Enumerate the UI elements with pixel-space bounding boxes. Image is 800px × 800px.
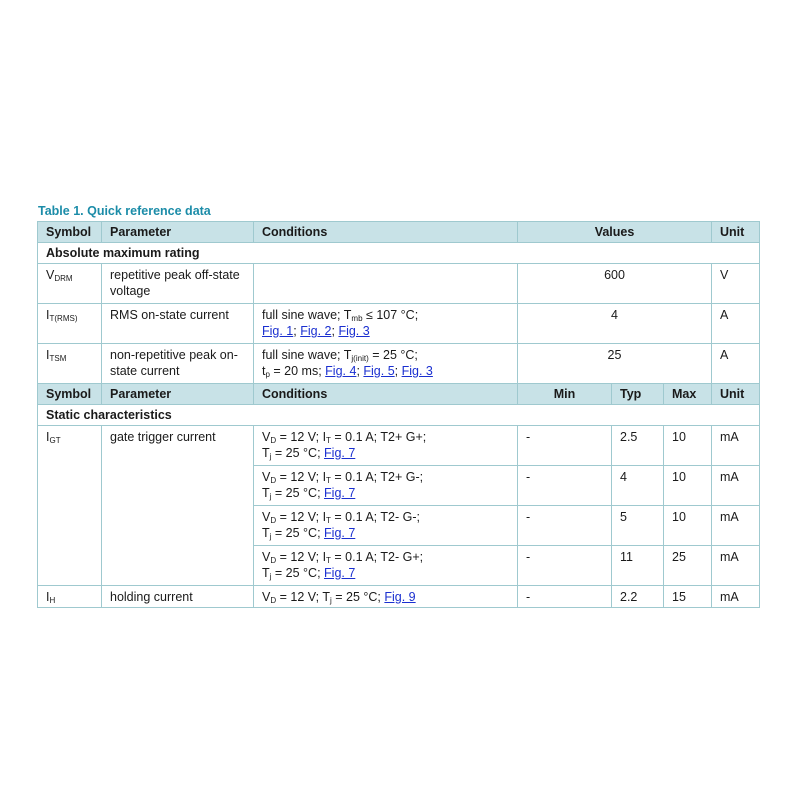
table-row	[38, 304, 760, 344]
section-row-static	[38, 405, 760, 426]
max-cell: 15	[664, 586, 712, 608]
parameter-cell: repetitive peak off-state voltage	[102, 264, 254, 304]
typ-cell: 2.5	[612, 426, 664, 466]
min-cell: -	[518, 466, 612, 506]
table-row	[38, 344, 760, 384]
header-parameter: Parameter	[102, 384, 254, 405]
fig-3-link[interactable]: Fig. 3	[401, 364, 433, 378]
fig-4-link[interactable]: Fig. 4	[325, 364, 357, 378]
unit-cell: V	[712, 264, 760, 304]
fig-7-link[interactable]: Fig. 7	[324, 486, 356, 500]
typ-cell: 5	[612, 506, 664, 546]
symbol-cell: $I_{T(RMS)}$	[38, 304, 102, 344]
conditions-cell: $V_D = 12$ V; $I_T = 0.1$ A; T2- G+; $T_j = 25$ °C; Fig. 7	[254, 546, 518, 586]
table-row	[38, 426, 760, 466]
min-cell: -	[518, 426, 612, 466]
conditions-cell: $V_D = 12$ V; $I_T = 0.1$ A; T2+ G-; $T_j = 25$ °C; Fig. 7	[254, 466, 518, 506]
header-conditions: Conditions	[254, 384, 518, 405]
section-row-absolute-max	[38, 243, 760, 264]
fig-3-link[interactable]: Fig. 3	[338, 324, 370, 338]
conditions-cell: $V_D = 12$ V; $I_T = 0.1$ A; T2+ G+; $T_j = 25$ °C; Fig. 7	[254, 426, 518, 466]
unit-cell: mA	[712, 426, 760, 466]
header-row-2	[38, 384, 760, 405]
typ-cell: 4	[612, 466, 664, 506]
header-conditions: Conditions	[254, 222, 518, 243]
fig-7-link[interactable]: Fig. 7	[324, 446, 356, 460]
fig-7-link[interactable]: Fig. 7	[324, 526, 356, 540]
conditions-cell: full sine wave; $T_{j(init)} = 25$ °C; $t_p = 20$ ms; Fig. 4; Fig. 5; Fig. 3	[254, 344, 518, 384]
symbol-cell: $I_H$	[38, 586, 102, 608]
max-cell: 10	[664, 506, 712, 546]
header-unit: Unit	[712, 384, 760, 405]
parameter-cell: gate trigger current	[102, 426, 254, 586]
header-values: Values	[518, 222, 712, 243]
symbol-cell: $V_{DRM}$	[38, 264, 102, 304]
min-cell: -	[518, 546, 612, 586]
value-cell: 4	[518, 304, 712, 344]
symbol-cell: $I_{TSM}$	[38, 344, 102, 384]
fig-5-link[interactable]: Fig. 5	[363, 364, 395, 378]
parameter-cell: holding current	[102, 586, 254, 608]
max-cell: 25	[664, 546, 712, 586]
conditions-cell: $V_D = 12$ V; $I_T = 0.1$ A; T2- G-; $T_j = 25$ °C; Fig. 7	[254, 506, 518, 546]
section-title: Static characteristics	[38, 405, 760, 426]
parameter-cell: non-repetitive peak on-state current	[102, 344, 254, 384]
symbol-cell: $I_{GT}$	[38, 426, 102, 586]
fig-7-link[interactable]: Fig. 7	[324, 566, 356, 580]
section-title: Absolute maximum rating	[38, 243, 760, 264]
fig-2-link[interactable]: Fig. 2	[300, 324, 332, 338]
fig-1-link[interactable]: Fig. 1	[262, 324, 294, 338]
unit-cell: mA	[712, 546, 760, 586]
max-cell: 10	[664, 426, 712, 466]
conditions-cell	[254, 264, 518, 304]
header-min: Min	[518, 384, 612, 405]
header-unit: Unit	[712, 222, 760, 243]
unit-cell: mA	[712, 586, 760, 608]
header-row-1	[38, 222, 760, 243]
header-typ: Typ	[612, 384, 664, 405]
min-cell: -	[518, 586, 612, 608]
header-symbol: Symbol	[38, 222, 102, 243]
max-cell: 10	[664, 466, 712, 506]
conditions-cell: full sine wave; $T_{mb} \le 107$ °C; Fig. 1; Fig. 2; Fig. 3	[254, 304, 518, 344]
unit-cell: A	[712, 344, 760, 384]
table-row	[38, 586, 760, 608]
header-symbol: Symbol	[38, 384, 102, 405]
unit-cell: mA	[712, 466, 760, 506]
header-parameter: Parameter	[102, 222, 254, 243]
value-cell: 600	[518, 264, 712, 304]
table-row	[38, 264, 760, 304]
value-cell: 25	[518, 344, 712, 384]
min-cell: -	[518, 506, 612, 546]
fig-9-link[interactable]: Fig. 9	[384, 590, 416, 604]
conditions-cell: $V_D = 12$ V; $T_j = 25$ °C; Fig. 9	[254, 586, 518, 608]
parameter-cell: RMS on-state current	[102, 304, 254, 344]
unit-cell: mA	[712, 506, 760, 546]
unit-cell: A	[712, 304, 760, 344]
typ-cell: 11	[612, 546, 664, 586]
table-caption: Table 1. Quick reference data	[38, 204, 211, 218]
typ-cell: 2.2	[612, 586, 664, 608]
header-max: Max	[664, 384, 712, 405]
quick-reference-table	[37, 221, 760, 608]
